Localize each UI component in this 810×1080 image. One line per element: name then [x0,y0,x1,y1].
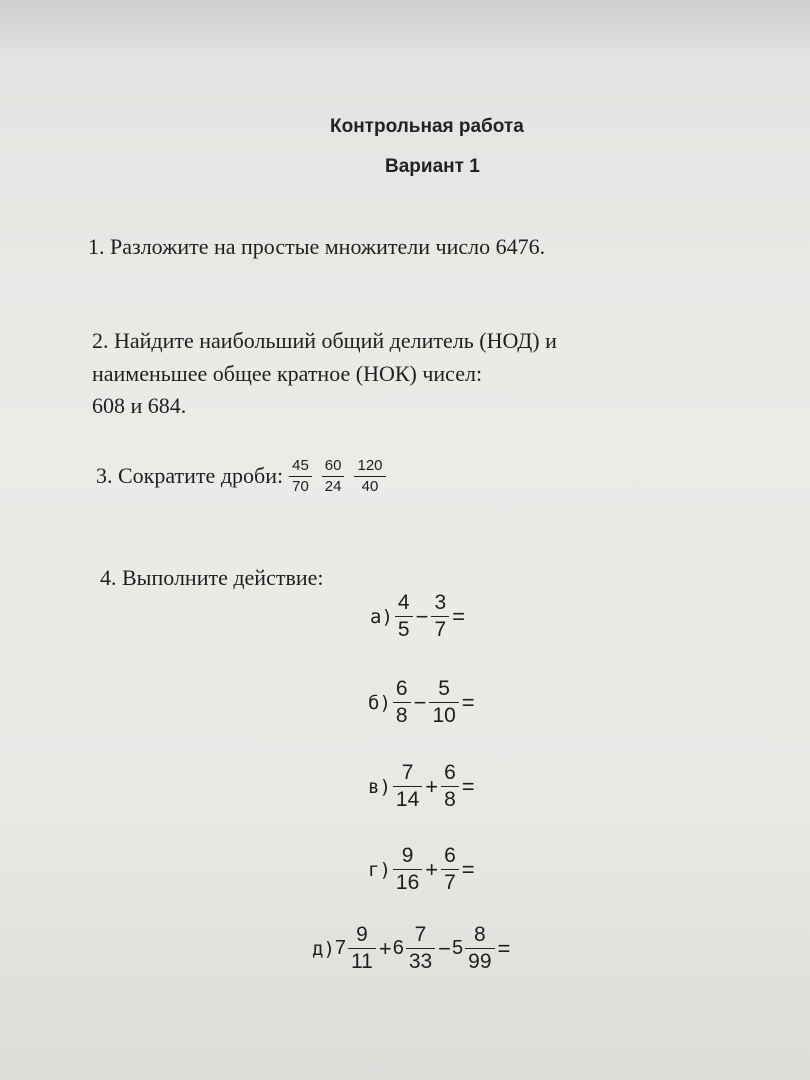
equation-d-whole-1: 7 [334,937,347,960]
equation-v-label: в) [368,775,391,798]
equation-g-fraction-1: $\frac{9}{16}$ [393,845,422,894]
equation-b-equals: = [461,689,475,715]
equation-g [368,845,476,894]
equation-d-operator-1: + [378,935,392,961]
equation-g-operator: + [425,856,439,882]
equation-d-fraction-3: $\frac{8}{99}$ [465,924,494,973]
task-4: 4. Выполните действие: [100,565,324,590]
task-1: 1. Разложите на простые множители число 6476. [88,234,546,259]
equation-v-equals: = [461,773,475,799]
equation-d [312,924,511,973]
equation-v-fraction-1: $\frac{7}{14}$ [393,762,422,811]
equation-d-whole-3: 5 [452,937,464,960]
equation-b [368,678,476,727]
equation-v-operator: + [425,773,439,799]
fraction-45-70: $\frac{45}{70}$ [289,458,312,495]
equation-d-label: д) [312,937,335,960]
equation-a-operator: − [415,603,429,629]
equation-a-fraction-1: $\frac{4}{5}$ [395,592,413,641]
fraction-60-24: $\frac{60}{24}$ [322,458,345,495]
equation-a-label: а) [370,605,393,628]
equation-g-label: г) [368,858,391,881]
task-2-line-3: 608 и 684. [92,393,187,418]
page-title: Контрольная работа [330,116,524,137]
task-2-line-2: наименьшее общее кратное (НОК) чисел: [92,361,483,386]
equation-v-fraction-2: $\frac{6}{8}$ [441,762,459,811]
equation-a-fraction-2: $\frac{3}{7}$ [431,592,449,641]
equation-b-fraction-2: $\frac{5}{10}$ [429,678,458,727]
fraction-120-40: $\frac{120}{40}$ [354,458,385,495]
equation-a [370,592,466,641]
task-2-line-1: 2. Найдите наибольший общий делитель (НОД) и [92,328,557,353]
equation-b-fraction-1: $\frac{6}{8}$ [393,678,411,727]
equation-d-fraction-1: $\frac{9}{11}$ [348,924,376,973]
equation-b-operator: − [413,689,427,715]
variant-label: Вариант 1 [385,156,480,177]
equation-d-equals: = [497,935,511,961]
equation-g-equals: = [461,856,475,882]
equation-d-fraction-2: $\frac{7}{33}$ [406,924,435,973]
equation-d-whole-2: 6 [392,937,404,960]
equation-a-equals: = [452,603,465,629]
task-3-label: 3. Сократите дроби: [96,463,284,489]
task-3 [96,458,388,495]
equation-v [368,762,476,811]
equation-d-operator-2: − [438,935,452,961]
equation-b-label: б) [368,691,391,714]
equation-g-fraction-2: $\frac{6}{7}$ [441,845,459,894]
